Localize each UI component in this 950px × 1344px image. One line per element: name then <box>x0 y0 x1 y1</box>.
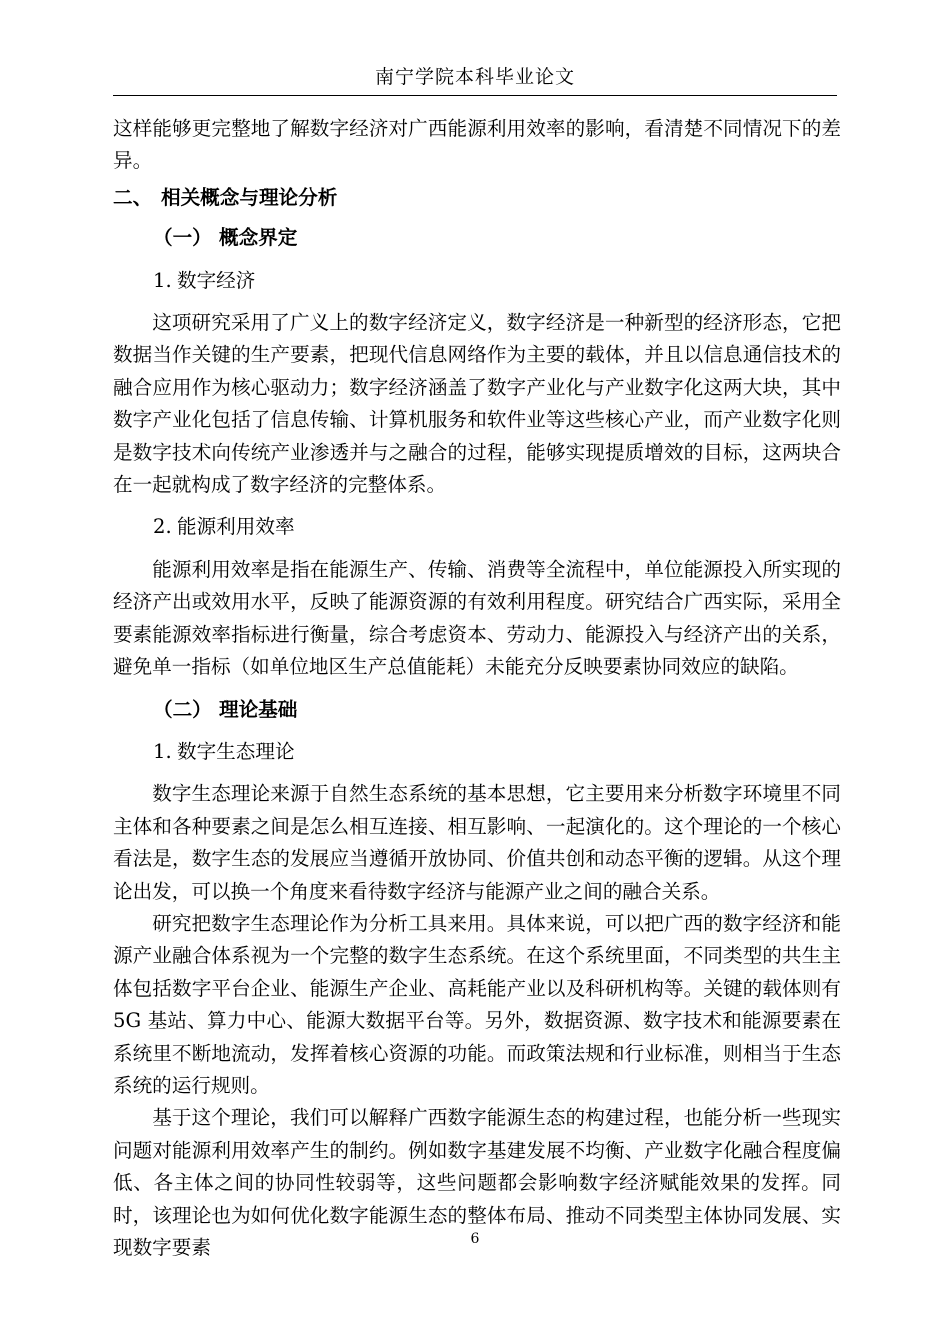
item-heading <box>113 511 841 543</box>
item-number: 1. <box>153 268 172 292</box>
item-title: 能源利用效率 <box>177 515 295 539</box>
header-rule <box>113 95 837 96</box>
running-header: 南宁学院本科毕业论文 <box>374 66 575 88</box>
subsection-title: 理论基础 <box>219 697 298 721</box>
paragraph: 能源利用效率是指在能源生产、传输、消费等全流程中，单位能源投入所实现的经济产出或效用水平，反映了能源资源的有效利用程度。研究结合广西实际，采用全要素能源效率指标进行衡量，综合考虑资本、劳动力、能源投入与经济产出的关系，避免单一指标（如单位地区生产总值能耗）未能充分反映要素协同效应的缺陷。 <box>113 557 841 679</box>
paragraph: 研究把数字生态理论作为分析工具来用。具体来说，可以把广西的数字经济和能源产业融合体系视为一个完整的数字生态系统。在这个系统里面，不同类型的共生主体包括数字平台企业、能源生产企业、高耗能产业以及科研机构等。关键的载体则有 5G 基站、算力中心、能源大数据平台等。另外，数据资源、数字技术和能源要素在系统里不断地流动，发挥着核心资源的功能。而政策法规和行业标准，则相当于生态系统的运行规则。 <box>113 911 841 1097</box>
subsection-heading <box>113 222 841 254</box>
section-title: 相关概念与理论分析 <box>161 185 338 209</box>
item-title: 数字经济 <box>177 268 256 292</box>
item-number: 1. <box>153 739 172 763</box>
paragraph: 基于这个理论，我们可以解释广西数字能源生态的构建过程，也能分析一些现实问题对能源利用效率产生的制约。例如数字基建发展不均衡、产业数字化融合程度偏低、各主体之间的协同性较弱等，这些问题都会影响数字经济赋能效果的发挥。同时，该理论也为如何优化数字能源生态的整体布局、推动不同类型主体协同发展、实现数字要素 <box>113 1106 841 1259</box>
item-title: 数字生态理论 <box>177 739 295 763</box>
item-heading <box>113 736 841 768</box>
section-number: 二、 <box>113 185 153 209</box>
section-heading <box>113 182 841 214</box>
paragraph: 数字生态理论来源于自然生态系统的基本思想，它主要用来分析数字环境里不同主体和各种要素之间是怎么相互连接、相互影响、一起演化的。这个理论的一个核心看法是，数字生态的发展应当遵循开放协同、价值共创和动态平衡的逻辑。从这个理论出发，可以换一个角度来看待数字经济与能源产业之间的融合关系。 <box>113 782 841 903</box>
paragraph: 这项研究采用了广义上的数字经济定义，数字经济是一种新型的经济形态，它把数据当作关键的生产要素，把现代信息网络作为主要的载体，并且以信息通信技术的融合应用作为核心驱动力；数字经济涵盖了数字产业化与产业数字化这两大块，其中数字产业化包括了信息传输、计算机服务和软件业等这些核心产业，而产业数字化则是数字技术向传统产业渗透并与之融合的过程，能够实现提质增效的目标，这两块合在一起就构成了数字经济的完整体系。 <box>113 311 841 497</box>
subsection-number: （二） <box>153 697 212 721</box>
subsection-title: 概念界定 <box>219 226 298 250</box>
subsection-heading <box>113 694 841 726</box>
item-heading <box>113 265 841 297</box>
page-body <box>113 113 841 1264</box>
subsection-number: （一） <box>153 226 212 250</box>
paragraph-continued: 这样能够更完整地了解数字经济对广西能源利用效率的影响，看清楚不同情况下的差异。 <box>113 117 841 173</box>
page-number: 6 <box>470 1231 480 1247</box>
item-number: 2. <box>153 515 172 539</box>
